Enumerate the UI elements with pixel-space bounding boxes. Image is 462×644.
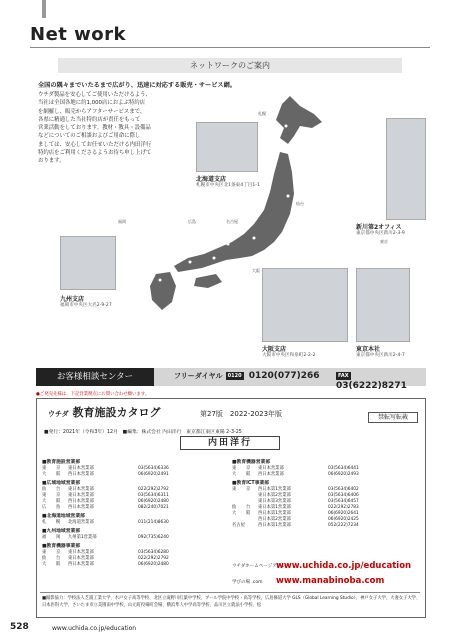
dept-row <box>232 471 422 477</box>
dept-heading: ■教育ICT事業部 <box>232 481 270 486</box>
uchida-logo: 内田洋行 <box>180 436 280 450</box>
dept-row <box>42 504 222 510</box>
dept-office: 西日本第1営業部 <box>258 523 291 528</box>
freedial-label: フリーダイヤル <box>174 372 223 380</box>
office-name: 東京本社 <box>356 346 381 353</box>
intro-lead: 全国の隅々までいたるまで広がり、迅速に対応する販売・サービス網。 <box>38 82 236 89</box>
dept-city-suffix: 台 <box>56 487 61 492</box>
office-name: 大阪支店 <box>262 346 287 353</box>
freedial-number: 0120(077)266 <box>248 371 320 381</box>
label-osaka: 大阪 <box>252 268 260 273</box>
dept-phone: 03(5634)6441 <box>328 466 359 471</box>
left-departments <box>42 456 222 567</box>
dept-city-suffix: 阪 <box>56 472 61 477</box>
title-rule <box>30 47 430 48</box>
dept-phone: 052(222)7234 <box>328 523 359 528</box>
dept-office: 東日本営業部 <box>68 550 94 555</box>
catalog-edition: 第27版 2022-2023年版 <box>200 410 283 418</box>
dept-phone: 06(6920)2480 <box>138 562 169 567</box>
dept-heading: ■九州地域営業部 <box>42 529 81 534</box>
dept-city: 札 <box>42 520 47 525</box>
dept-city-suffix: 阪 <box>56 562 61 567</box>
sendai-dot <box>287 195 290 198</box>
office-address: 札幌市中央区北1条東4丁目1-1 <box>196 183 260 188</box>
catalog-publication: ■発行：2021年（令和3年）12月 ■編集：株式会社 内田洋行 東京都江東区東陽 2-3-25 <box>44 430 242 435</box>
kyushu-office-photo <box>60 236 116 290</box>
dept-heading: ■教育施設営業部 <box>42 460 81 465</box>
label-fukuoka: 福岡 <box>118 219 126 224</box>
dept-office: 西日本第1営業部 <box>258 487 291 492</box>
label-hiroshima: 広島 <box>188 219 196 224</box>
dept-city-suffix: 島 <box>56 505 61 510</box>
right-departments <box>232 456 422 528</box>
dept-city: 大 <box>42 499 47 504</box>
dept-city-suffix: 阪 <box>246 472 251 477</box>
dept-phone: 06(6920)2493 <box>328 472 359 477</box>
dept-office: 西日本営業部 <box>68 505 94 510</box>
photo-credits: ■撮影協力：学校法人芝浦工業大学、水戸女子高等学校、北区立滝野川紅葉中学校、ブール学院中学校・高等学校、広島修道大学 GLS（Global Learning Studio）、神戸女子大学、大妻女子大学、日本医科大学、さいたま市立美園南中学校、山元町役場町会場、横浜隼人中学高等学校、品川区立就法小学校、松 <box>42 596 421 608</box>
dept-office: 西日本営業部 <box>258 472 284 477</box>
office-address: 大阪市中央区和泉町2-2-2 <box>262 353 316 358</box>
dept-city-suffix: 岡 <box>56 535 61 540</box>
office-address: 東京都中央区新川2-3-9 <box>356 231 405 236</box>
dept-office: 北海道営業部 <box>68 520 94 525</box>
dept-city: 東 <box>42 493 47 498</box>
dept-city: 名古屋 <box>232 523 245 528</box>
dept-office: 東日本第2営業部 <box>258 493 291 498</box>
office-address: 東京都中央区新川2-4-7 <box>356 353 405 358</box>
manabinoba-label: 学びの場 .com <box>232 580 263 585</box>
dept-city: 東 <box>42 466 47 471</box>
dept-phone: 06(6920)2491 <box>138 472 169 477</box>
dept-phone: 022(292)2792 <box>138 487 169 492</box>
dept-city: 大 <box>42 562 47 567</box>
fax-number: 03(6222)8271 <box>336 381 407 391</box>
dept-office: 西日本第1営業部 <box>258 511 291 516</box>
dept-office: 東日本営業部 <box>68 466 94 471</box>
dept-heading: ■教育機器事業部 <box>42 544 81 549</box>
dept-phone: 03(5634)6336 <box>138 466 169 471</box>
dept-city-suffix: 京 <box>246 466 251 471</box>
dept-office: 東日本営業部 <box>68 493 94 498</box>
dept-city-suffix: 阪 <box>56 499 61 504</box>
catalog-title <box>48 404 161 420</box>
osaka-dot <box>213 257 216 260</box>
dept-row <box>42 561 222 567</box>
catalog-name: 教育施設カタログ <box>72 406 161 419</box>
fukuoka-dot <box>159 279 162 282</box>
label-sendai: 仙台 <box>296 201 304 206</box>
dept-office: 東日本営業部 <box>68 487 94 492</box>
catalog-brand: ウチダ <box>48 410 69 418</box>
center-note: ●ご発売先様は、下記営業拠点にお問い合わせ願います。 <box>36 392 150 397</box>
page-url: www.uchida.co.jp/education <box>52 625 137 632</box>
hokkaido-office-photo <box>196 122 258 172</box>
dept-office: 東日本営業部 <box>258 466 284 471</box>
dept-city: 大 <box>232 472 237 477</box>
dept-phone: 06(6920)2641 <box>328 511 359 516</box>
dept-phone: 06(6920)2480 <box>138 499 169 504</box>
dept-phone: 092(735)6240 <box>138 535 169 540</box>
office-address: 福岡市中央区大名2-9-27 <box>60 303 112 308</box>
dept-row <box>232 522 422 528</box>
dept-heading: ■北海道地域営業部 <box>42 514 85 519</box>
dept-phone: 011(214)8630 <box>138 520 169 525</box>
dept-phone: 06(6920)2425 <box>328 517 359 522</box>
dept-office: 西日本営業部 <box>68 472 94 477</box>
page-title: Net work <box>30 24 126 45</box>
shikoku-shape <box>194 274 222 288</box>
dept-city: 東 <box>42 550 47 555</box>
dept-city-suffix: 台 <box>56 556 61 561</box>
dept-office: 西日本営業部 <box>68 499 94 504</box>
uchida-url-link[interactable]: www.uchida.co.jp/education <box>276 561 412 571</box>
dept-city-suffix: 幌 <box>56 520 61 525</box>
dept-city-suffix: 阪 <box>246 511 251 516</box>
dept-phone: 082(240)7021 <box>138 505 169 510</box>
nagoya-dot <box>227 243 230 246</box>
dept-city-suffix: 京 <box>56 493 61 498</box>
fax <box>336 371 426 391</box>
label-tokyo: 東京 <box>380 239 388 244</box>
dept-row <box>42 471 222 477</box>
dept-heading: ■広域地域営業部 <box>42 481 81 486</box>
dept-phone: 03(5634)6406 <box>328 493 359 498</box>
office-name: 新川第2オフィス <box>356 224 402 231</box>
dept-office: 西日本営業部 <box>68 562 94 567</box>
section-tab <box>42 0 46 18</box>
freedial-badge: 0120 <box>227 372 242 379</box>
tokyo-dot <box>253 237 256 240</box>
dept-phone: 03(5634)6402 <box>328 487 359 492</box>
osaka-office-photo <box>262 268 348 342</box>
dept-city: 広 <box>42 505 47 510</box>
office-name: 北海道支店 <box>196 176 227 183</box>
dept-city: 仙 <box>42 487 47 492</box>
section-banner: ネットワークのご案内 <box>58 58 402 73</box>
dept-city: 仙 <box>232 505 237 510</box>
manabinoba-url-link[interactable]: www.manabinoba.com <box>276 576 385 586</box>
dept-city-suffix: 京 <box>246 487 251 492</box>
dept-city: 福 <box>42 535 47 540</box>
dept-heading: ■教育機器営業部 <box>232 460 271 465</box>
dept-office: 東日本第1営業部 <box>258 505 291 510</box>
fax-badge: FAX <box>338 372 349 379</box>
label-sapporo: 札幌 <box>258 111 266 116</box>
dept-row <box>42 534 222 540</box>
dept-city: 大 <box>232 511 237 516</box>
footer-rule <box>40 592 420 593</box>
office-name: 九州支店 <box>60 296 85 303</box>
intro-body: ウチダ製品を安心してご使用いただけるよう、 当社は全国各地に約1,000店におよぶ特約店 を網羅し、販売からアフターサービスまで、 各県に精通した当社特約店が責任をもって 営業活動をしております。教材・教具・設備品 などについてのご相談およびご用命に際し ましては、安心してお任せいただける内田洋行 特約店をご利用くださるようお待ち申し上げて おります。 <box>38 92 152 165</box>
dept-office: 西日本第2営業部 <box>258 517 291 522</box>
dept-phone: 03(5634)6311 <box>138 493 169 498</box>
tokyo-head-office-photo <box>356 268 410 342</box>
dept-city-suffix: 京 <box>56 550 61 555</box>
dept-office: 九州第1営業部 <box>68 535 97 540</box>
freedial <box>174 371 320 381</box>
kyushu-shape <box>150 272 176 310</box>
page-number: 528 <box>10 622 29 632</box>
label-nagoya: 名古屋 <box>226 219 238 224</box>
dept-phone: 022(292)2783 <box>328 505 359 510</box>
no-reprint-badge: 禁転写転載 <box>368 412 418 423</box>
customer-center-bar <box>36 368 426 391</box>
dept-phone: 03(5634)6280 <box>138 550 169 555</box>
dept-city: 東 <box>232 466 237 471</box>
dept-city: 東 <box>232 487 237 492</box>
dept-phone: 03(5634)6457 <box>328 499 359 504</box>
hokkaido-shape <box>276 96 322 144</box>
sapporo-dot <box>285 125 288 128</box>
dept-office: 東日本営業部 <box>68 556 94 561</box>
dept-phone: 022(292)2792 <box>138 556 169 561</box>
dept-city-suffix: 京 <box>56 466 61 471</box>
customer-center-label: お客様相談センター <box>36 368 154 386</box>
dept-office: 東日本第3営業部 <box>258 499 291 504</box>
dept-city: 大 <box>42 472 47 477</box>
shinkawa-office-photo <box>386 118 426 220</box>
dept-row <box>42 519 222 525</box>
hiroshima-dot <box>189 261 192 264</box>
web-label: ウチダホームページアドレス <box>232 564 291 569</box>
dept-city: 仙 <box>42 556 47 561</box>
dept-city-suffix: 台 <box>246 505 251 510</box>
